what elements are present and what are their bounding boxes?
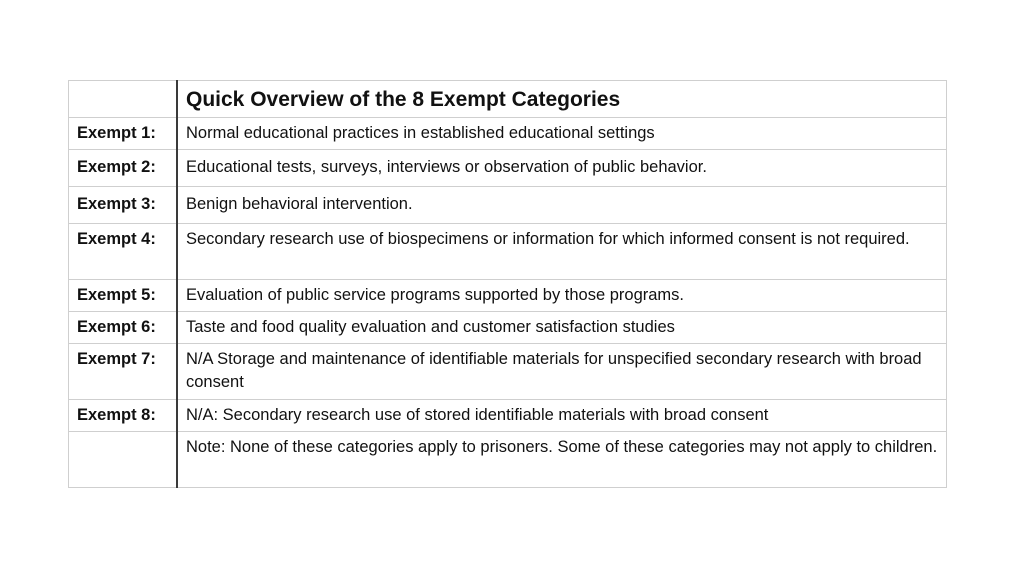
exempt-categories-table (68, 80, 947, 488)
exempt-description: Benign behavioral intervention. (177, 187, 947, 224)
exempt-description: N/A Storage and maintenance of identifiable materials for unspecified secondary research with broad consent (177, 344, 947, 400)
exempt-description: N/A: Secondary research use of stored identifiable materials with broad consent (177, 400, 947, 432)
table-row (69, 280, 947, 312)
note-row (69, 432, 947, 488)
exempt-label: Exempt 8: (69, 400, 178, 432)
table-row (69, 344, 947, 400)
table-row (69, 150, 947, 187)
table-title: Quick Overview of the 8 Exempt Categories (177, 81, 947, 118)
exempt-description: Educational tests, surveys, interviews or observation of public behavior. (177, 150, 947, 187)
exempt-description: Evaluation of public service programs supported by those programs. (177, 280, 947, 312)
table-row (69, 312, 947, 344)
table-row (69, 400, 947, 432)
table-row (69, 118, 947, 150)
header-empty-cell (69, 81, 178, 118)
exempt-label: Exempt 5: (69, 280, 178, 312)
exempt-description: Secondary research use of biospecimens or information for which informed consent is not required. (177, 224, 947, 280)
exempt-label: Exempt 6: (69, 312, 178, 344)
exempt-label: Exempt 1: (69, 118, 178, 150)
exempt-description: Normal educational practices in established educational settings (177, 118, 947, 150)
exempt-description: Taste and food quality evaluation and customer satisfaction studies (177, 312, 947, 344)
table-header-row (69, 81, 947, 118)
note-text: Note: None of these categories apply to prisoners. Some of these categories may not apply to children. (177, 432, 947, 488)
note-empty-cell (69, 432, 178, 488)
exempt-label: Exempt 3: (69, 187, 178, 224)
exempt-label: Exempt 7: (69, 344, 178, 400)
table-row (69, 187, 947, 224)
table-row (69, 224, 947, 280)
exempt-label: Exempt 4: (69, 224, 178, 280)
exempt-label: Exempt 2: (69, 150, 178, 187)
